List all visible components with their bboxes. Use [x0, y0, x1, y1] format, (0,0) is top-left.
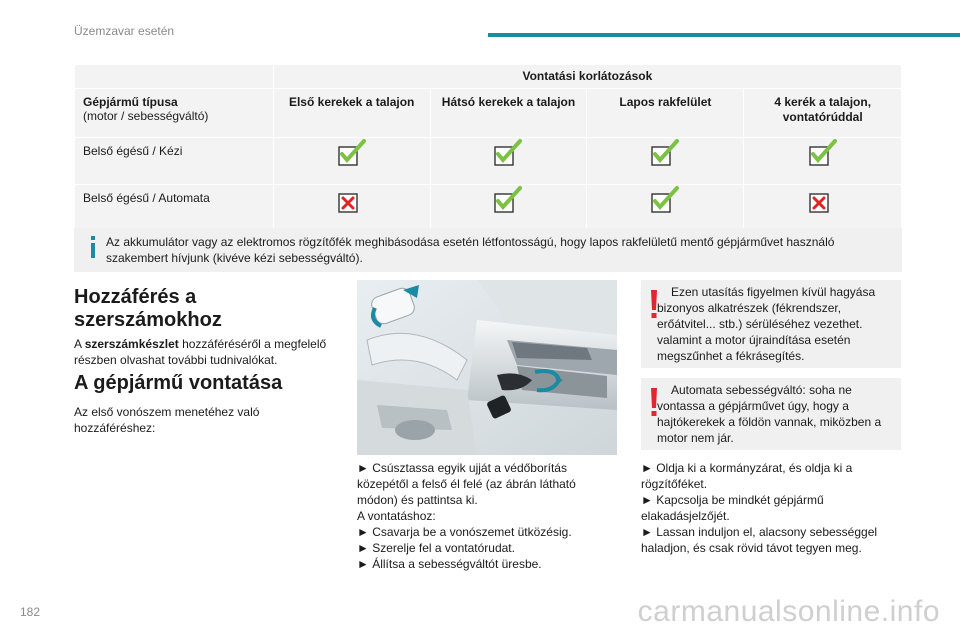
instruction-line: ► Kapcsolja be mindkét gépjármű elakadásjelzőjét.	[641, 493, 824, 523]
warning-text-body: Automata sebességváltó: soha ne vontassa a gépjárművet úgy, hogy a hajtókerekek a földön vannak, miközben a motor nem jár.	[657, 383, 882, 445]
towing-restrictions-table	[74, 64, 902, 232]
row-label: Belső égésű / Automata	[75, 185, 274, 232]
table-cell	[273, 185, 430, 232]
table-cell	[430, 185, 587, 232]
instruction-line: ► Szerelje fel a vontatórudat.	[357, 541, 515, 555]
check-icon	[493, 139, 523, 167]
info-note-text: Az akkumulátor vagy az elektromos rögzítőfék meghibásodása esetén létfontosságú, hogy lapos rakfelületű mentő gépjárművet használó szakembert hívjunk (kivéve kézi sebességváltó).	[106, 235, 835, 265]
info-icon	[88, 236, 98, 258]
check-icon	[493, 186, 523, 214]
access-heading: Hozzáférés a szerszámokhoz	[74, 286, 222, 331]
watermark: carmanualsonline.info	[637, 595, 940, 628]
vehicle-type-header	[75, 89, 274, 138]
warning-box	[641, 280, 901, 368]
instruction-line: ► Lassan induljon el, alacsony sebességgel haladjon, és csak rövid távot tegyen meg.	[641, 525, 878, 555]
table-group-header: Vontatási korlátozások	[273, 65, 901, 89]
access-instructions	[357, 460, 607, 572]
column-header: Hátsó kerekek a talajon	[430, 89, 587, 138]
column-header: Első kerekek a talajon	[273, 89, 430, 138]
vehicle-type-header-title: Gépjármű típusa	[83, 95, 178, 109]
header-title: Üzemzavar esetén	[74, 24, 175, 38]
instruction-line: ► Oldja ki a kormányzárat, és oldja ki a rögzítőféket.	[641, 461, 853, 491]
table-cell	[587, 138, 744, 185]
instruction-line: A vontatáshoz:	[357, 509, 436, 523]
table-row	[75, 138, 902, 185]
row-label: Belső égésű / Kézi	[75, 138, 274, 185]
instruction-line: ► Csavarja be a vonószemet ütközésig.	[357, 525, 572, 539]
cross-icon	[337, 186, 367, 214]
header-accent-bar	[488, 33, 960, 37]
towing-heading: A gépjármű vontatása	[74, 372, 283, 394]
table-row	[75, 185, 902, 232]
table-cell	[273, 138, 430, 185]
front-bumper-illustration	[357, 280, 617, 455]
access-text	[74, 336, 344, 368]
vehicle-type-header-sub: (motor / sebességváltó)	[83, 109, 209, 123]
table-cell	[744, 185, 902, 232]
column-header: 4 kerék a talajon, vontatórúddal	[744, 89, 902, 138]
page-number: 182	[20, 605, 41, 619]
warning-box	[641, 378, 901, 450]
warning-text	[657, 284, 887, 364]
table-cell	[430, 138, 587, 185]
table-cell	[587, 185, 744, 232]
check-icon	[650, 139, 680, 167]
check-icon	[650, 186, 680, 214]
cross-icon	[808, 186, 838, 214]
table-corner	[75, 65, 274, 89]
check-icon	[337, 139, 367, 167]
access-text-bold: szerszámkészlet	[84, 337, 179, 351]
access-text-prefix: A	[74, 337, 85, 351]
towing-intro: Az első vonószem menetéhez való hozzáféréshez:	[74, 405, 260, 435]
instruction-line: ► Állítsa a sebességváltót üresbe.	[357, 557, 542, 571]
column-header: Lapos rakfelület	[587, 89, 744, 138]
table-cell	[744, 138, 902, 185]
warning-text-body: Ezen utasítás figyelmen kívül hagyása bizonyos alkatrészek (fékrendszer, erőátvitel... stb.) sérüléséhez vezethet. valamint a motor újraindítása esetén megszűnhet a fékrásegítés.	[657, 285, 876, 363]
instruction-line: ► Csúsztassa egyik ujját a védőborítás közepétől a felső él felé (az ábrán látható módon) és pattintsa ki.	[357, 461, 576, 507]
check-icon	[808, 139, 838, 167]
access-text-suffix: hozzáféréséről a megfelelő részben olvashat további tudnivalókat.	[74, 337, 327, 367]
towing-instructions	[641, 460, 896, 556]
warning-text	[657, 382, 887, 446]
info-note	[74, 228, 902, 272]
